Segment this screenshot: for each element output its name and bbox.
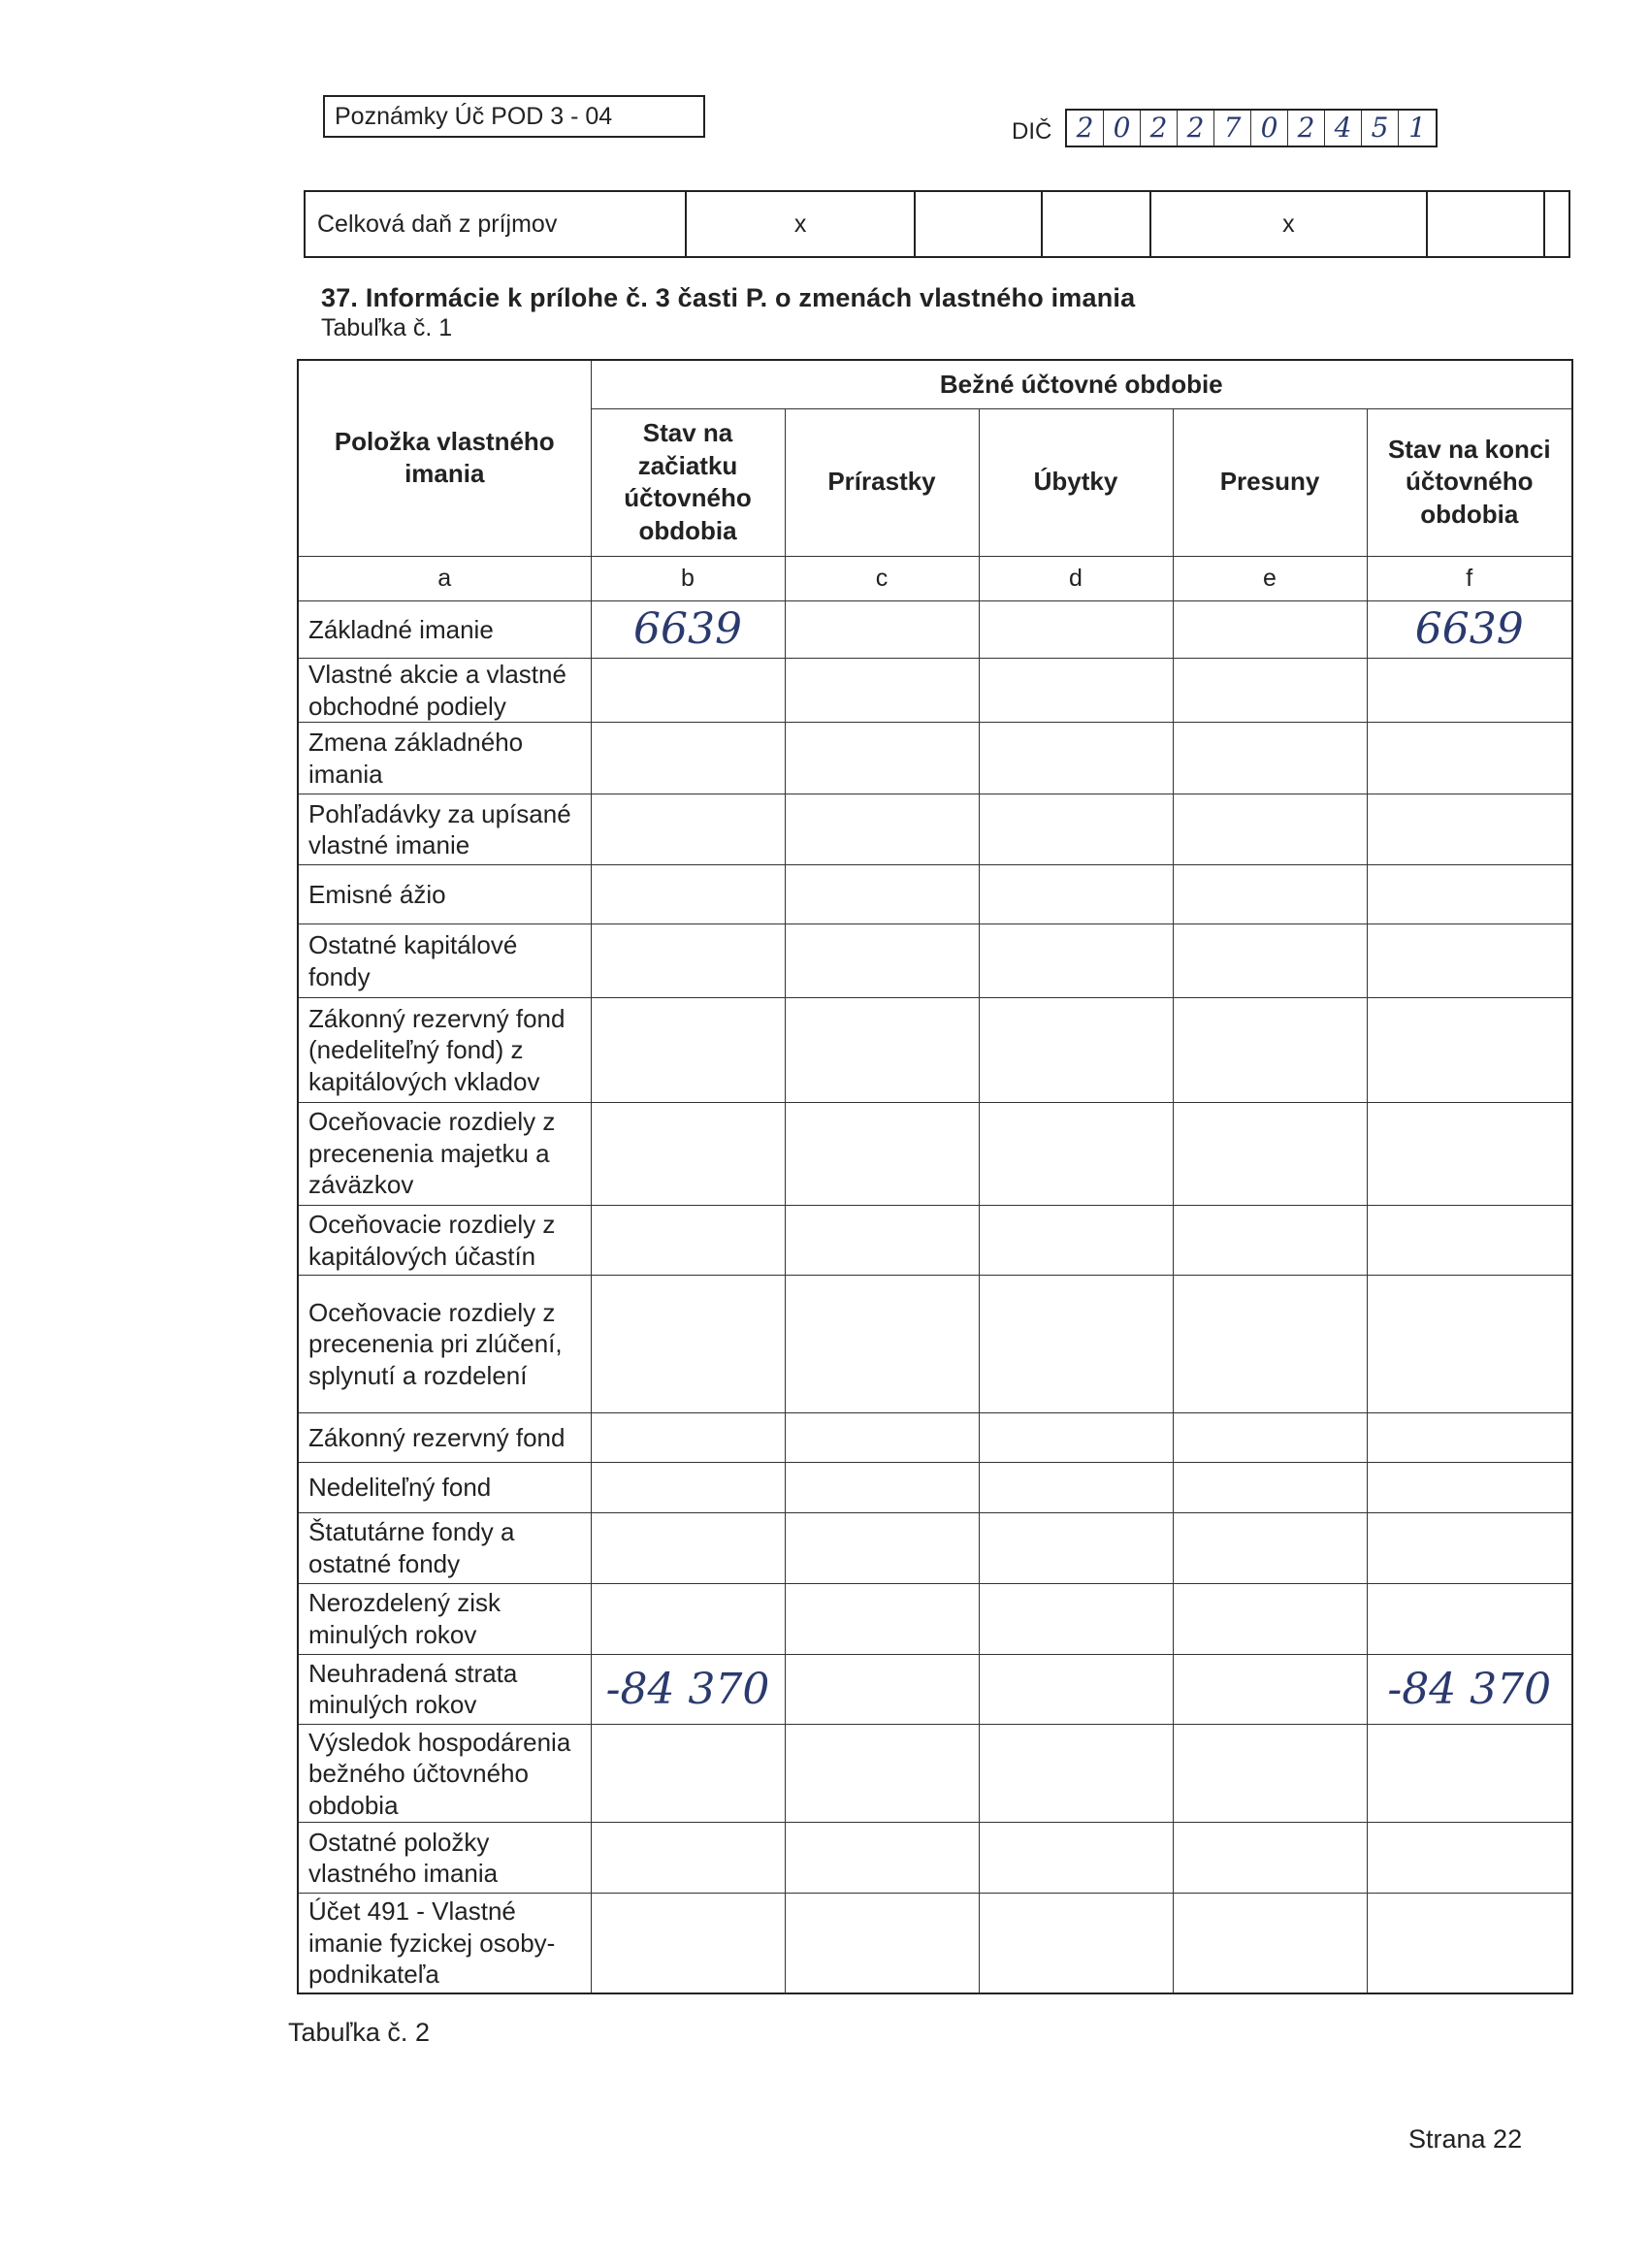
equity-changes-table <box>297 359 1573 1994</box>
tax-row-table <box>304 190 1570 258</box>
value-cell[interactable] <box>979 1462 1173 1513</box>
row-label: Oceňovacie rozdiely z precenenia pri zlúčení, splynutí a rozdelení <box>298 1276 591 1413</box>
value-cell[interactable] <box>1173 723 1367 794</box>
value-cell[interactable] <box>979 601 1173 659</box>
value-start[interactable] <box>591 923 785 998</box>
value-start[interactable] <box>591 1462 785 1513</box>
value-end[interactable] <box>1367 1725 1572 1823</box>
value-start[interactable] <box>591 1102 785 1205</box>
row-label: Nedeliteľný fond <box>298 1462 591 1513</box>
col-letter: c <box>785 556 979 600</box>
value-cell[interactable] <box>1173 865 1367 924</box>
value-cell[interactable] <box>1173 998 1367 1102</box>
value-cell[interactable] <box>785 923 979 998</box>
value-start[interactable] <box>591 1725 785 1823</box>
header-start <box>591 409 785 557</box>
value-end[interactable] <box>1367 865 1572 924</box>
dic-digit[interactable]: 5 <box>1362 111 1399 146</box>
col-letter: a <box>298 556 591 600</box>
value-cell[interactable] <box>785 1583 979 1654</box>
value-end[interactable] <box>1367 1276 1572 1413</box>
dic-digit[interactable]: 2 <box>1067 111 1104 146</box>
value-cell[interactable] <box>1173 794 1367 865</box>
table-row <box>298 1823 1572 1894</box>
value-cell[interactable] <box>979 1654 1173 1725</box>
header-increase: Prírastky <box>785 409 979 557</box>
table-row <box>298 601 1572 659</box>
value-end[interactable] <box>1367 1205 1572 1276</box>
table-row <box>298 1205 1572 1276</box>
tax-cell[interactable] <box>1427 191 1545 257</box>
value-cell[interactable] <box>979 1412 1173 1462</box>
value-cell[interactable] <box>1173 1894 1367 1993</box>
value-cell[interactable] <box>785 1894 979 1993</box>
table-1-label: Tabuľka č. 1 <box>321 314 453 341</box>
header-end-text: Stav na konci účtovného obdobia <box>1387 434 1551 530</box>
value-cell[interactable] <box>979 865 1173 924</box>
table-row <box>298 923 1572 998</box>
tax-cell[interactable] <box>1042 191 1150 257</box>
tax-mark-2: x <box>1150 191 1426 257</box>
value-start[interactable] <box>591 1276 785 1413</box>
header-item <box>298 360 591 556</box>
value-cell[interactable] <box>785 1725 979 1823</box>
row-label: Vlastné akcie a vlastné obchodné podiely <box>298 658 591 723</box>
dic-digit[interactable]: 2 <box>1178 111 1214 146</box>
dic-digit[interactable]: 0 <box>1104 111 1141 146</box>
value-cell[interactable] <box>785 723 979 794</box>
value-cell[interactable] <box>1173 1513 1367 1584</box>
value-start[interactable] <box>591 1823 785 1894</box>
value-cell[interactable] <box>1173 1205 1367 1276</box>
form-title: Poznámky Úč POD 3 - 04 <box>323 95 705 138</box>
row-label: Základné imanie <box>298 601 591 659</box>
value-end[interactable]: -84 370 <box>1367 1654 1572 1725</box>
value-cell[interactable] <box>979 794 1173 865</box>
dic-digit[interactable]: 2 <box>1288 111 1325 146</box>
dic-digit[interactable]: 2 <box>1141 111 1178 146</box>
header-start-text: Stav na začiatku účtovného obdobia <box>624 417 752 546</box>
value-end[interactable] <box>1367 1462 1572 1513</box>
col-letter: f <box>1367 556 1572 600</box>
row-label: Zákonný rezervný fond (nedeliteľný fond) z kapitálových vkladov <box>298 998 591 1102</box>
row-label: Nerozdelený zisk minulých rokov <box>298 1583 591 1654</box>
value-start[interactable] <box>591 794 785 865</box>
value-end[interactable] <box>1367 1823 1572 1894</box>
table-row <box>298 1654 1572 1725</box>
row-label: Ostatné kapitálové fondy <box>298 923 591 998</box>
value-cell[interactable] <box>785 998 979 1102</box>
table-row <box>298 1583 1572 1654</box>
row-label: Výsledok hospodárenia bežného účtovného obdobia <box>298 1725 591 1823</box>
dic-digit[interactable]: 4 <box>1325 111 1362 146</box>
value-cell[interactable] <box>979 1823 1173 1894</box>
value-cell[interactable] <box>979 923 1173 998</box>
table-row <box>298 998 1572 1102</box>
value-start[interactable] <box>591 1894 785 1993</box>
value-cell[interactable] <box>1173 1412 1367 1462</box>
header-item-text: Položka vlastného imania <box>334 426 555 489</box>
row-label: Ostatné položky vlastného imania <box>298 1823 591 1894</box>
table-row <box>298 1102 1572 1205</box>
table-row <box>298 1513 1572 1584</box>
value-end[interactable] <box>1367 723 1572 794</box>
table-2-label: Tabuľka č. 2 <box>288 2018 430 2047</box>
header-transfer: Presuny <box>1173 409 1367 557</box>
tax-cell[interactable] <box>915 191 1042 257</box>
value-cell[interactable] <box>1173 1462 1367 1513</box>
value-cell[interactable] <box>979 1102 1173 1205</box>
value-cell[interactable] <box>1173 923 1367 998</box>
table-row <box>298 1276 1572 1413</box>
value-cell[interactable] <box>785 1654 979 1725</box>
value-cell[interactable] <box>785 1276 979 1413</box>
table-row <box>298 794 1572 865</box>
value-start[interactable] <box>591 658 785 723</box>
value-start[interactable] <box>591 865 785 924</box>
header-decrease: Úbytky <box>979 409 1173 557</box>
value-cell[interactable] <box>785 1462 979 1513</box>
value-cell[interactable] <box>979 658 1173 723</box>
value-cell[interactable] <box>785 1412 979 1462</box>
dic-digit[interactable]: 1 <box>1408 112 1426 144</box>
value-end[interactable] <box>1367 923 1572 998</box>
value-start[interactable]: -84 370 <box>591 1654 785 1725</box>
table-row <box>298 723 1572 794</box>
value-start[interactable] <box>591 1412 785 1462</box>
row-label: Zákonný rezervný fond <box>298 1412 591 1462</box>
header-current-period: Bežné účtovné obdobie <box>591 360 1572 409</box>
col-letter: e <box>1173 556 1367 600</box>
value-start[interactable] <box>591 1205 785 1276</box>
value-start[interactable] <box>591 1583 785 1654</box>
table-row <box>298 865 1572 924</box>
value-end[interactable]: 6639 <box>1367 601 1572 659</box>
col-letter: d <box>979 556 1173 600</box>
value-start[interactable]: 6639 <box>591 601 785 659</box>
value-cell[interactable] <box>785 1205 979 1276</box>
value-cell[interactable] <box>785 1513 979 1584</box>
tax-row-label: Celková daň z príjmov <box>305 191 686 257</box>
value-end[interactable] <box>1367 1412 1572 1462</box>
value-cell[interactable] <box>785 794 979 865</box>
tax-mark-1: x <box>686 191 916 257</box>
value-start[interactable] <box>591 1513 785 1584</box>
dic-digit[interactable]: 7 <box>1214 111 1251 146</box>
row-label: Neuhradená strata minulých rokov <box>298 1654 591 1725</box>
table-row <box>298 1894 1572 1993</box>
row-label: Účet 491 - Vlastné imanie fyzickej osoby-podnikateľa <box>298 1894 591 1993</box>
value-cell[interactable] <box>979 998 1173 1102</box>
value-cell[interactable] <box>979 1205 1173 1276</box>
value-cell[interactable] <box>785 658 979 723</box>
value-start[interactable] <box>591 998 785 1102</box>
row-label: Štatutárne fondy a ostatné fondy <box>298 1513 591 1584</box>
value-end[interactable] <box>1367 794 1572 865</box>
value-end[interactable] <box>1367 658 1572 723</box>
value-cell[interactable] <box>979 1583 1173 1654</box>
table-row <box>298 1725 1572 1823</box>
table-row <box>298 1462 1572 1513</box>
value-end[interactable] <box>1367 1894 1572 1993</box>
value-cell[interactable] <box>1173 1276 1367 1413</box>
dic-digit[interactable]: 0 <box>1251 111 1288 146</box>
value-cell[interactable] <box>1173 1583 1367 1654</box>
value-cell[interactable] <box>1173 658 1367 723</box>
tax-cell[interactable] <box>1544 191 1569 257</box>
table-row <box>298 658 1572 723</box>
row-label: Oceňovacie rozdiely z kapitálových účastín <box>298 1205 591 1276</box>
value-end[interactable] <box>1367 1102 1572 1205</box>
value-cell[interactable] <box>1173 601 1367 659</box>
value-cell[interactable] <box>979 1276 1173 1413</box>
dic-label: DIČ <box>1012 118 1052 145</box>
table-row <box>298 1412 1572 1462</box>
value-end[interactable] <box>1367 1583 1572 1654</box>
value-cell[interactable] <box>979 1725 1173 1823</box>
col-letter: b <box>591 556 785 600</box>
value-cell[interactable] <box>785 1102 979 1205</box>
value-cell[interactable] <box>979 1513 1173 1584</box>
value-cell[interactable] <box>1173 1823 1367 1894</box>
value-start[interactable] <box>591 723 785 794</box>
value-cell[interactable] <box>1173 1725 1367 1823</box>
page-number: Strana 22 <box>1408 2124 1523 2154</box>
row-label: Oceňovacie rozdiely z precenenia majetku a záväzkov <box>298 1102 591 1205</box>
value-cell[interactable] <box>785 601 979 659</box>
value-cell[interactable] <box>785 1823 979 1894</box>
value-cell[interactable] <box>1173 1102 1367 1205</box>
row-label: Emisné ážio <box>298 865 591 924</box>
header-end <box>1367 409 1572 557</box>
dic-field[interactable] <box>1065 109 1438 147</box>
value-cell[interactable] <box>1173 1654 1367 1725</box>
value-cell[interactable] <box>979 1894 1173 1993</box>
value-cell[interactable] <box>979 723 1173 794</box>
section-title: 37. Informácie k prílohe č. 3 časti P. o zmenách vlastného imania <box>321 283 1136 312</box>
value-end[interactable] <box>1367 1513 1572 1584</box>
row-label: Pohľadávky za upísané vlastné imanie <box>298 794 591 865</box>
value-end[interactable] <box>1367 998 1572 1102</box>
value-cell[interactable] <box>785 865 979 924</box>
row-label: Zmena základného imania <box>298 723 591 794</box>
